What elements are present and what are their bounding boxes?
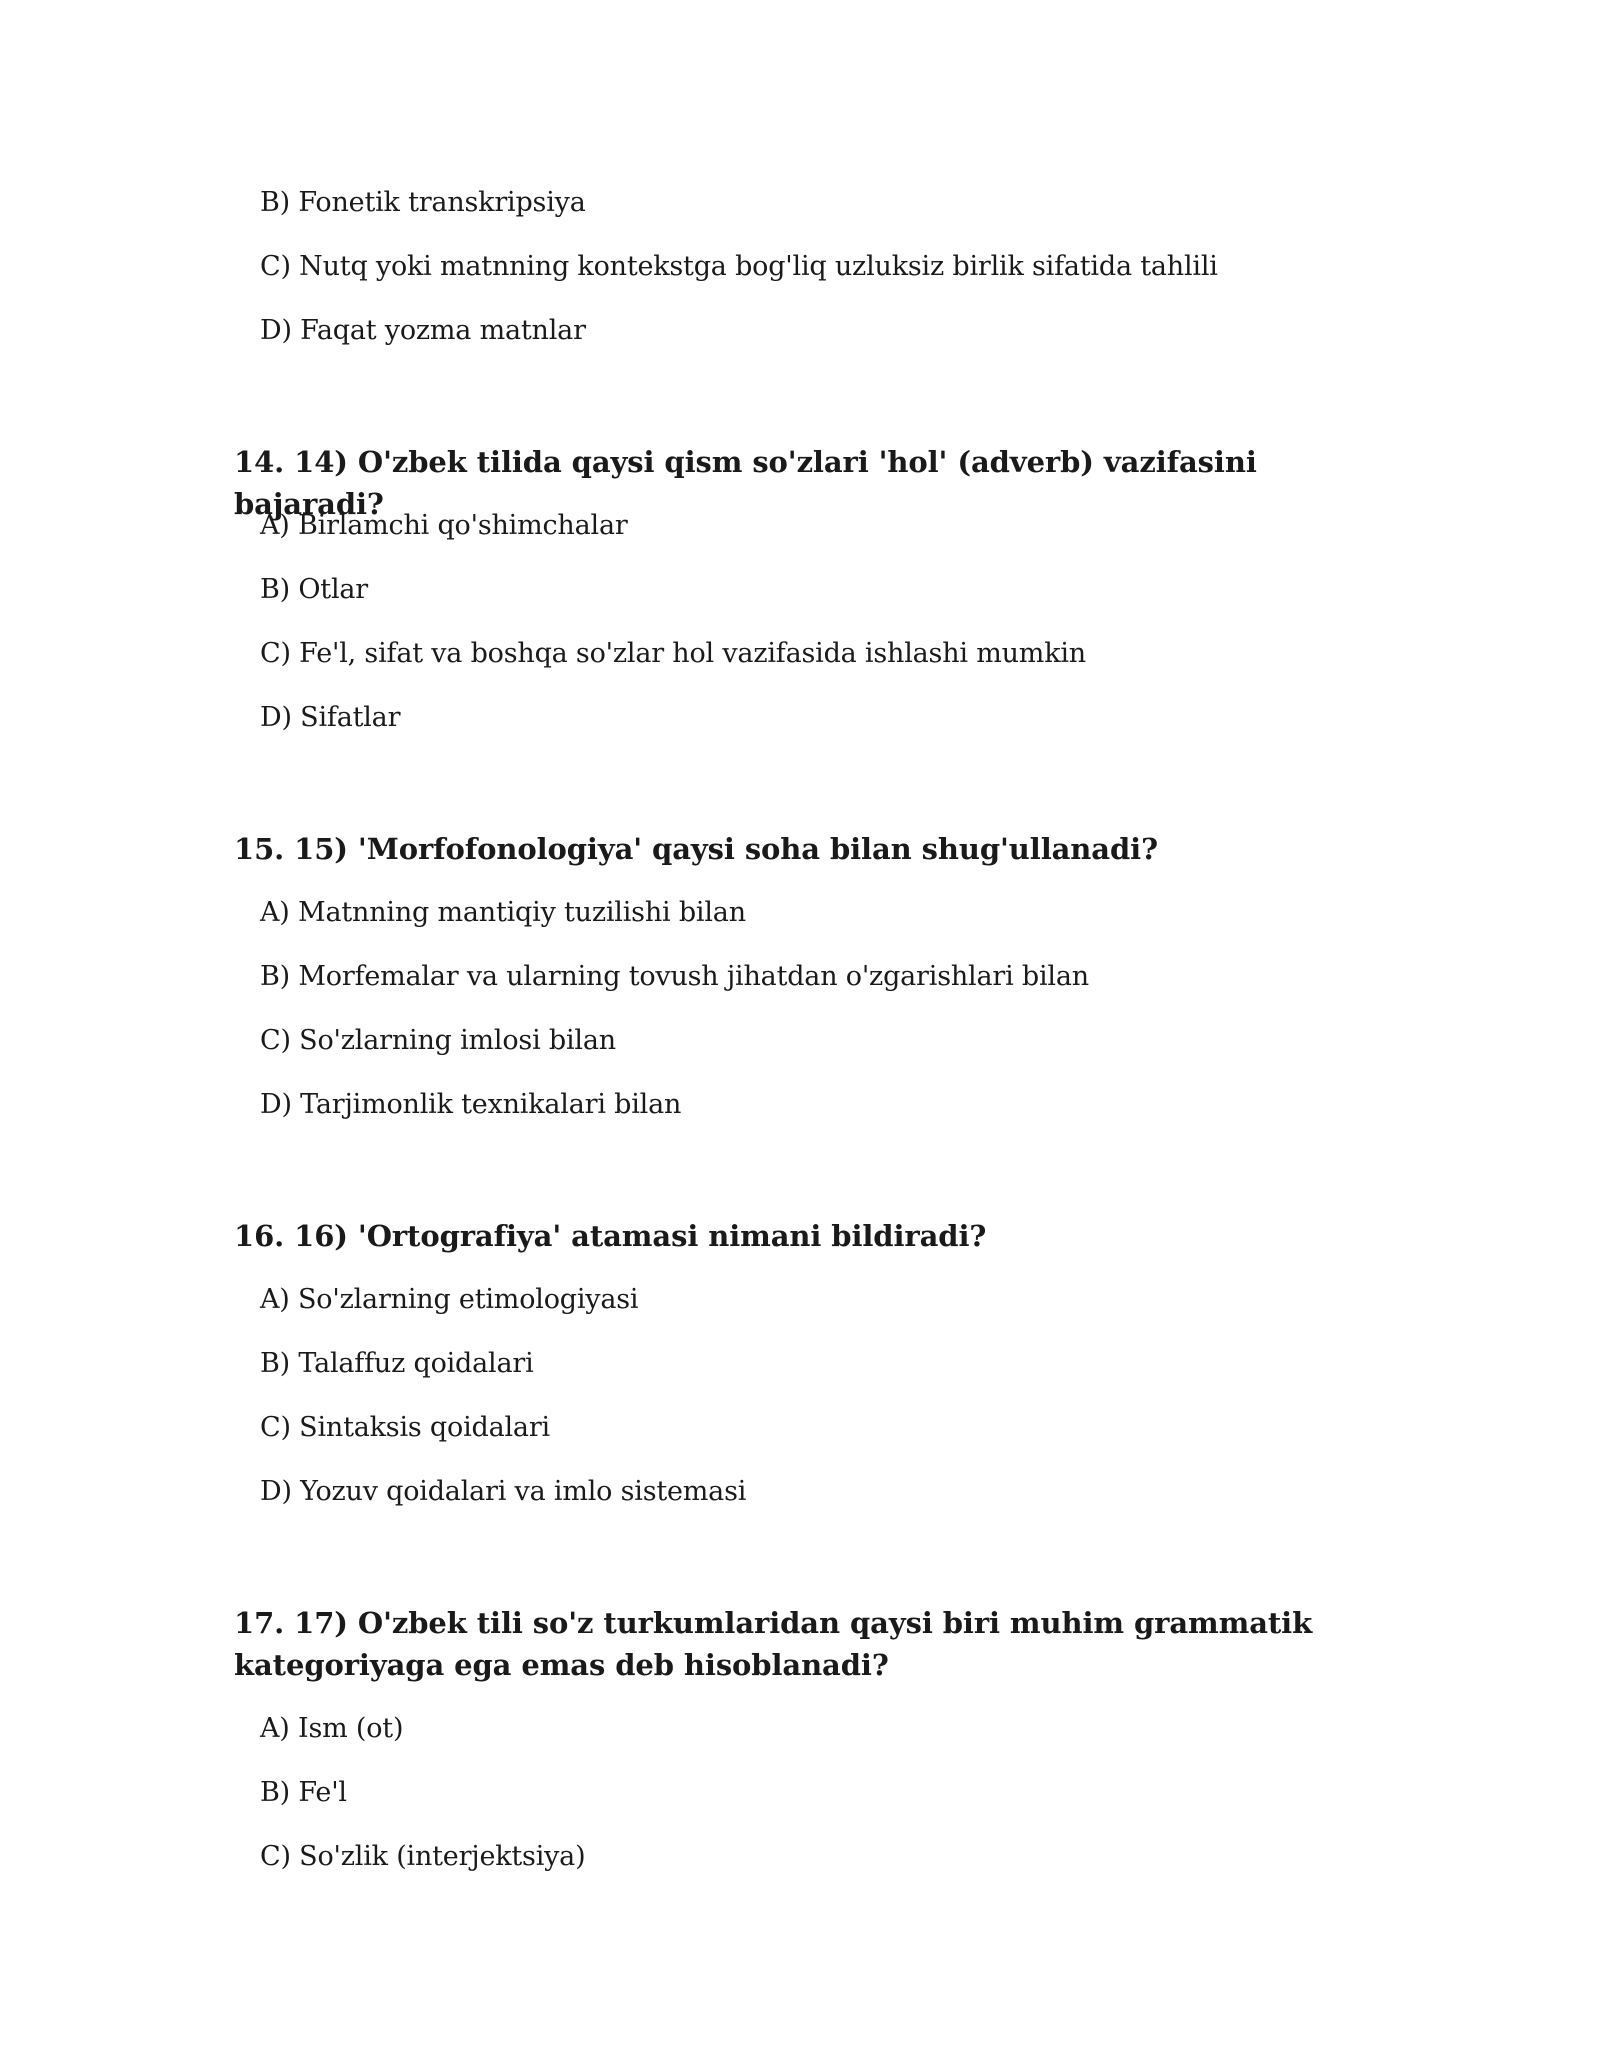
option-14-c: C) Fe'l, sifat va boshqa so'zlar hol vazifasida ishlashi mumkin — [260, 638, 1086, 669]
option-16-c: C) Sintaksis qoidalari — [260, 1412, 550, 1443]
option-15-c: C) So'zlarning imlosi bilan — [260, 1025, 616, 1056]
option-17-a: A) Ism (ot) — [260, 1713, 404, 1744]
option-15-a: A) Matnning mantiqiy tuzilishi bilan — [260, 897, 746, 928]
question-15: 15. 15) 'Morfofonologiya' qaysi soha bilan shug'ullanadi? — [234, 832, 1158, 866]
option-17-b: B) Fe'l — [260, 1777, 347, 1808]
option-13-b: B) Fonetik transkripsiya — [260, 187, 586, 218]
option-16-a: A) So'zlarning etimologiyasi — [260, 1284, 639, 1315]
option-13-c: C) Nutq yoki matnning kontekstga bog'liq uzluksiz birlik sifatida tahlili — [260, 251, 1218, 282]
option-17-c: C) So'zlik (interjektsiya) — [260, 1841, 586, 1872]
option-16-b: B) Talaffuz qoidalari — [260, 1348, 534, 1379]
option-14-d: D) Sifatlar — [260, 702, 401, 733]
option-14-b: B) Otlar — [260, 574, 368, 605]
option-13-d: D) Faqat yozma matnlar — [260, 315, 586, 346]
option-15-d: D) Tarjimonlik texnikalari bilan — [260, 1089, 682, 1120]
question-17: 17. 17) O'zbek tili so'z turkumlaridan qaysi biri muhim grammatik kategoriyaga ega emas deb hisoblanadi? — [234, 1606, 1313, 1682]
question-16: 16. 16) 'Ortografiya' atamasi nimani bildiradi? — [234, 1219, 987, 1253]
option-15-b: B) Morfemalar va ularning tovush jihatdan o'zgarishlari bilan — [260, 961, 1089, 992]
option-16-d: D) Yozuv qoidalari va imlo sistemasi — [260, 1476, 747, 1507]
question-14: 14. 14) O'zbek tilida qaysi qism so'zlari 'hol' (adverb) vazifasini bajaradi? — [234, 445, 1257, 521]
option-14-a: A) Birlamchi qo'shimchalar — [260, 510, 628, 541]
